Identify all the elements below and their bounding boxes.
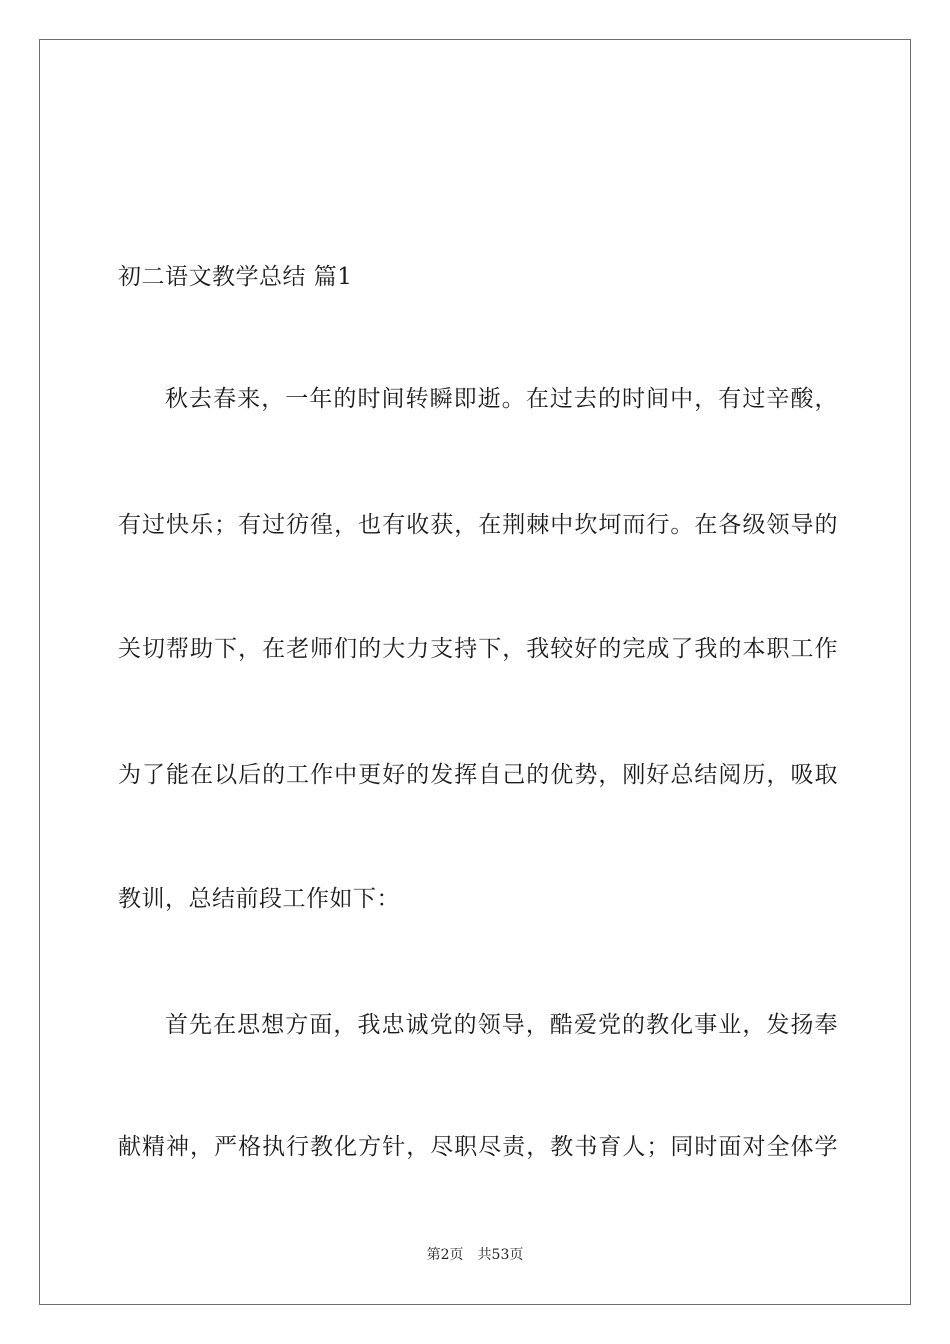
paragraph-line: 献精神，严格执行教化方针，尽职尽责，教书育人；同时面对全体学	[118, 1134, 838, 1160]
paragraph-line: 有过快乐；有过彷徨，也有收获，在荆棘中坎坷而行。在各级领导的	[118, 512, 838, 538]
page-number: 第2页	[426, 1247, 464, 1263]
section-heading: 初二语文教学总结 篇1	[118, 264, 353, 290]
page-border	[39, 39, 911, 1305]
paragraph-line: 首先在思想方面，我忠诚党的领导，酷爱党的教化事业，发扬奉	[165, 1012, 838, 1038]
paragraph-line: 为了能在以后的工作中更好的发挥自己的优势，刚好总结阅历，吸取	[118, 762, 838, 788]
page-footer	[0, 1246, 950, 1264]
paragraph-line: 秋去春来，一年的时间转瞬即逝。在过去的时间中，有过辛酸，	[165, 386, 838, 412]
page-total: 共53页	[477, 1247, 524, 1263]
paragraph-line: 教训，总结前段工作如下：	[118, 886, 400, 912]
paragraph-line: 关切帮助下，在老师们的大力支持下，我较好的完成了我的本职工作	[118, 636, 838, 662]
